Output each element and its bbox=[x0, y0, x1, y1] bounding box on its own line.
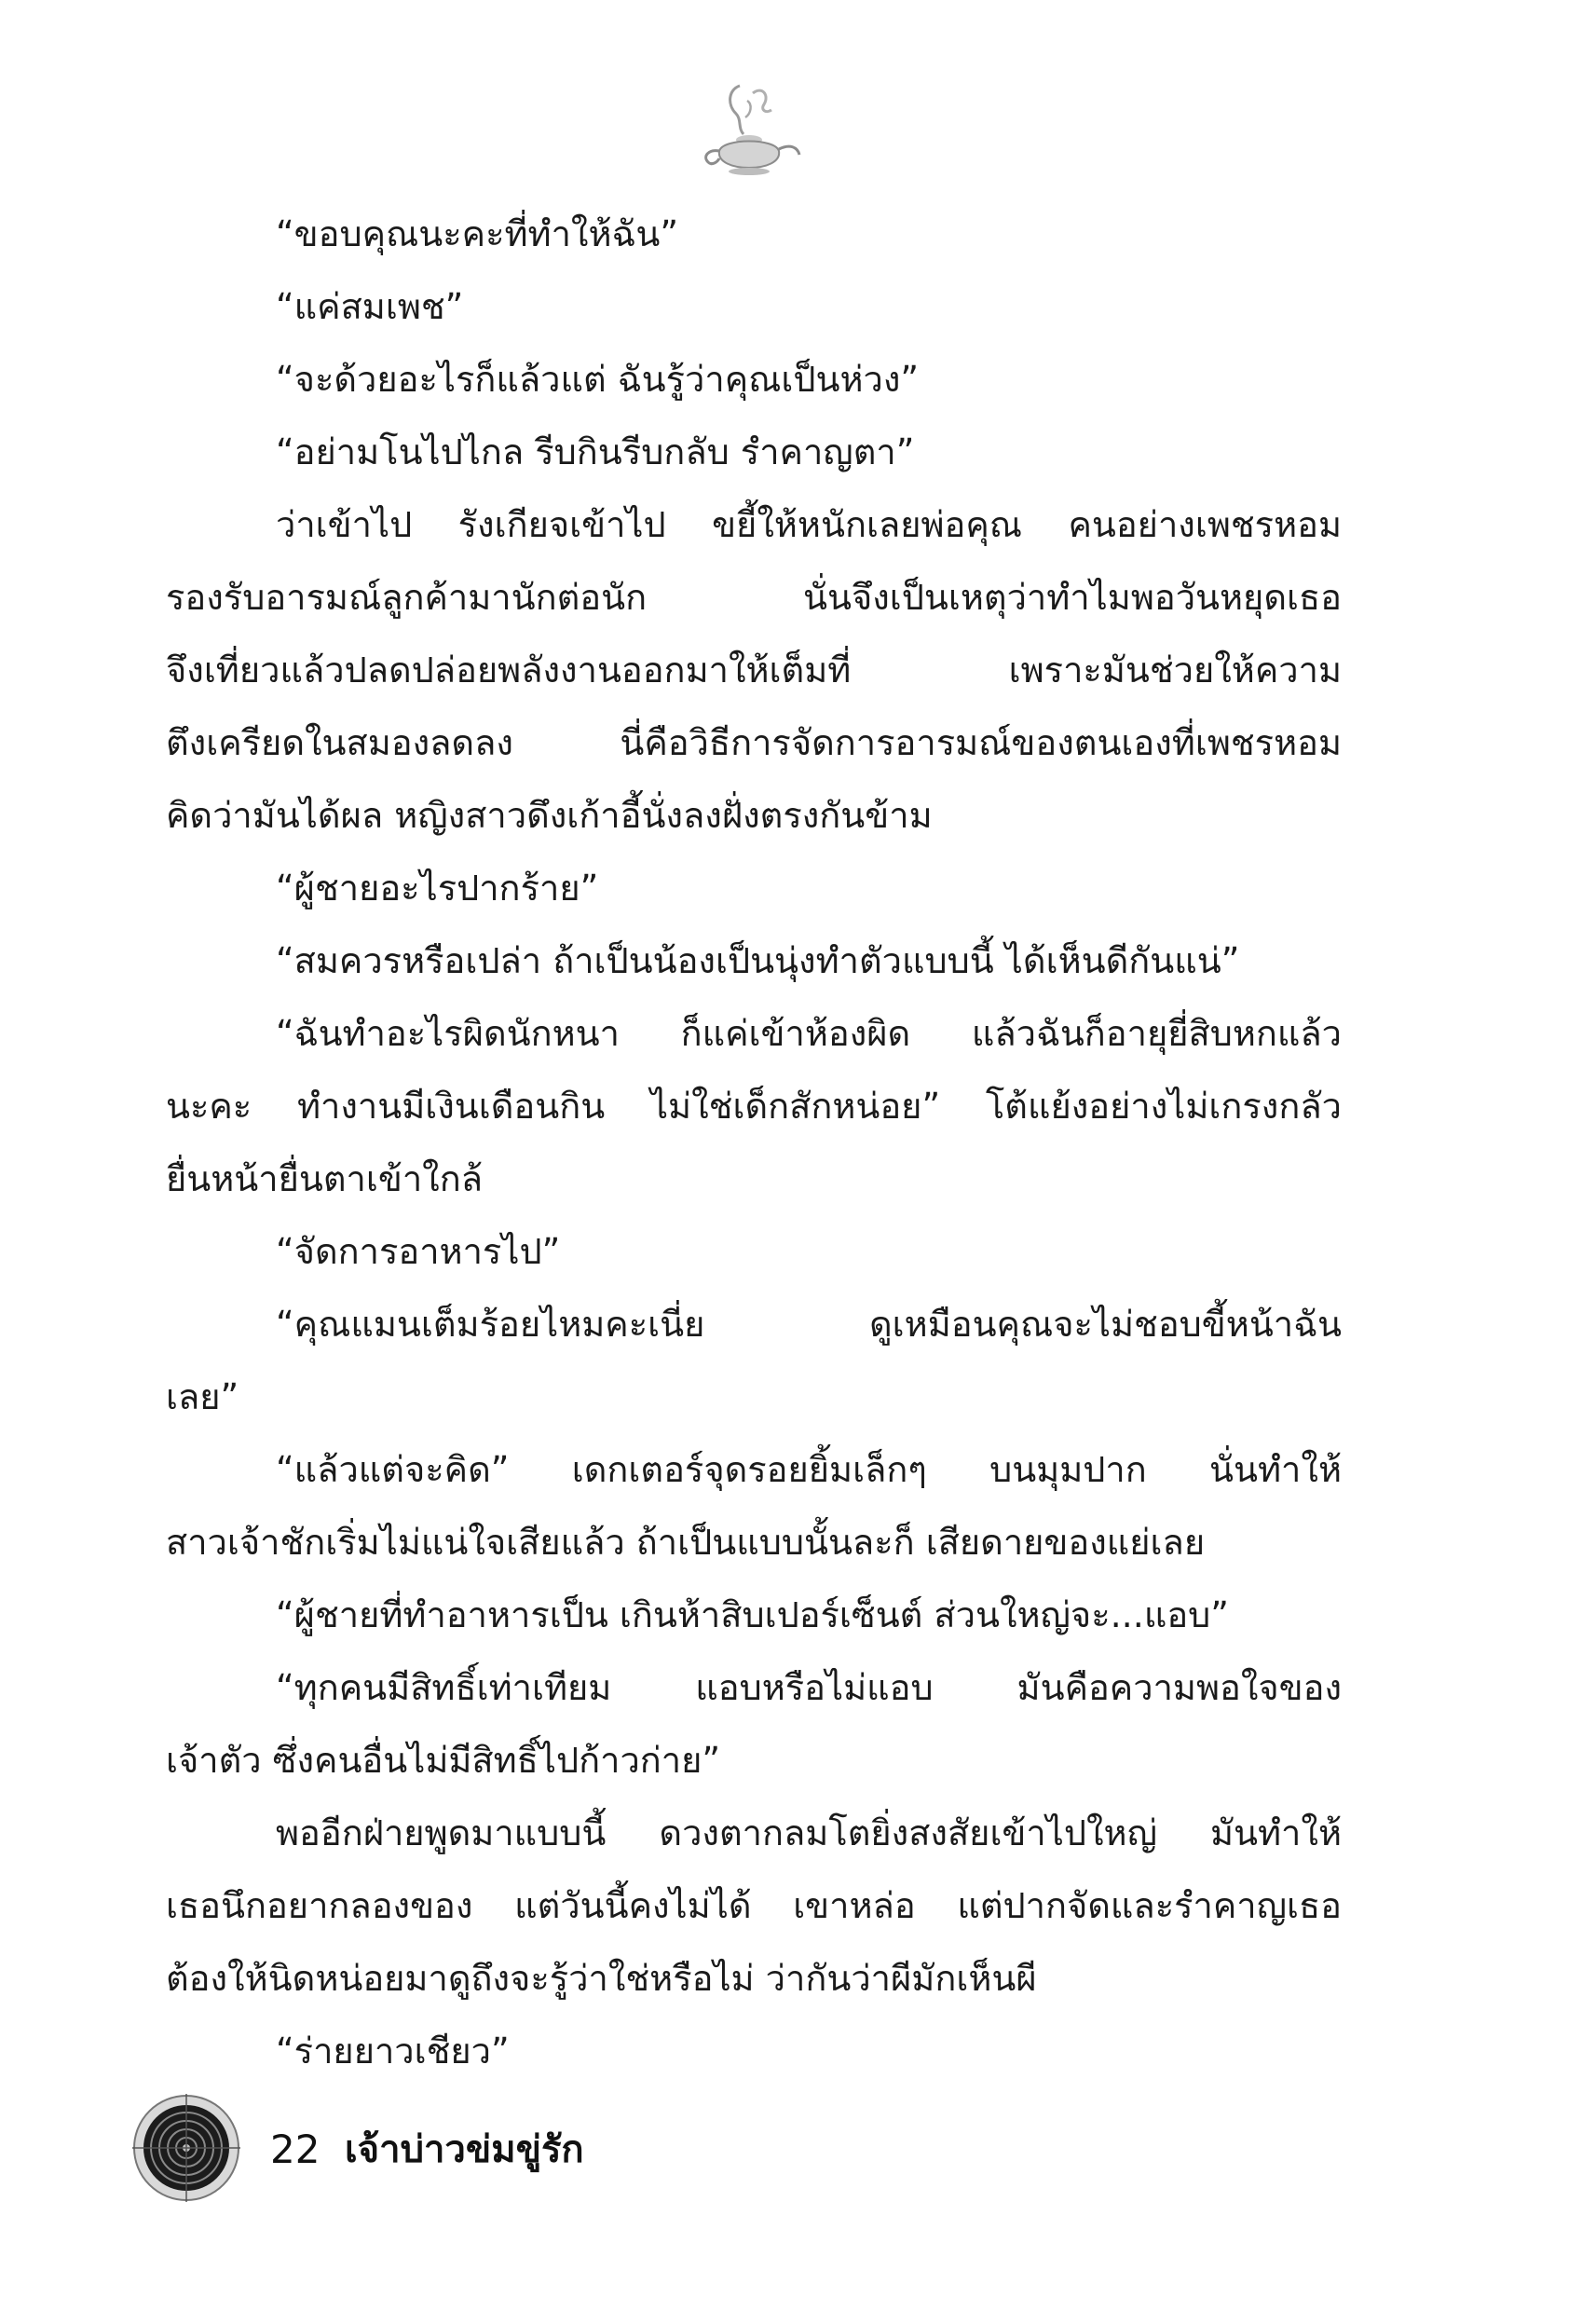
text-line: รองรับอารมณ์ลูกค้ามานักต่อนัก นั่นจึงเป็นเหตุว่าทำไมพอวันหยุดเธอ bbox=[166, 577, 1342, 618]
text-line: “คุณแมนเต็มร้อยไหมคะเนี่ย ดูเหมือนคุณจะไม่ชอบขี้หน้าฉัน bbox=[276, 1304, 1342, 1345]
text-line: “อย่ามโนไปไกล รีบกินรีบกลับ รำคาญตา” bbox=[276, 431, 915, 472]
text-line: สาวเจ้าชักเริ่มไม่แน่ใจเสียแล้ว ถ้าเป็นแบบนั้นละก็ เสียดายของแย่เลย bbox=[166, 1522, 1206, 1563]
text-line: ต้องให้นิดหน่อยมาดูถึงจะรู้ว่าใช่หรือไม่ ว่ากันว่าผีมักเห็นผี bbox=[166, 1958, 1037, 1999]
text-line: “จะด้วยอะไรก็แล้วแต่ ฉันรู้ว่าคุณเป็นห่วง” bbox=[276, 359, 920, 400]
target-icon bbox=[130, 2092, 242, 2204]
text-line: นะคะ ทำงานมีเงินเดือนกิน ไม่ใช่เด็กสักหน่อย” โต้แย้งอย่างไม่เกรงกลัว bbox=[166, 1086, 1342, 1127]
text-line: “ผู้ชายอะไรปากร้าย” bbox=[276, 868, 599, 909]
text-line: ยื่นหน้ายื่นตาเข้าใกล้ bbox=[166, 1158, 484, 1199]
text-line: เจ้าตัว ซึ่งคนอื่นไม่มีสิทธิ์ไปก้าวก่าย” bbox=[166, 1740, 721, 1781]
text-line: ตึงเครียดในสมองลดลง นี่คือวิธีการจัดการอารมณ์ของตนเองที่เพชรหอม bbox=[166, 722, 1342, 763]
text-line: “แค่สมเพช” bbox=[276, 286, 464, 327]
text-line: “ร่ายยาวเชียว” bbox=[276, 2031, 510, 2072]
text-line: คิดว่ามันได้ผล หญิงสาวดึงเก้าอี้นั่งลงฝั่งตรงกันข้าม bbox=[166, 795, 933, 836]
genie-lamp-icon bbox=[691, 76, 803, 179]
text-line: “ผู้ชายที่ทำอาหารเป็น เกินห้าสิบเปอร์เซ็นต์ ส่วนใหญ่จะ...แอบ” bbox=[276, 1594, 1229, 1635]
page-footer bbox=[130, 2092, 783, 2213]
text-line: “จัดการอาหารไป” bbox=[276, 1231, 561, 1272]
body-text bbox=[166, 198, 1342, 2087]
text-line: เลย” bbox=[166, 1376, 239, 1417]
text-line: “ฉันทำอะไรผิดนักหนา ก็แค่เข้าห้องผิด แล้วฉันก็อายุยี่สิบหกแล้ว bbox=[276, 1013, 1342, 1054]
text-line: “ทุกคนมีสิทธิ์เท่าเทียม แอบหรือไม่แอบ มันคือความพอใจของ bbox=[276, 1667, 1342, 1708]
book-title: เจ้าบ่าวข่มขู่รัก bbox=[345, 2128, 584, 2171]
page-number: 22 bbox=[270, 2126, 321, 2172]
text-line: เธอนึกอยากลองของ แต่วันนี้คงไม่ได้ เขาหล่อ แต่ปากจัดและรำคาญเธอ bbox=[166, 1885, 1342, 1926]
text-line: จึงเที่ยวแล้วปลดปล่อยพลังงานออกมาให้เต็มที่ เพราะมันช่วยให้ความ bbox=[166, 650, 1342, 691]
text-line: “ขอบคุณนะคะที่ทำให้ฉัน” bbox=[276, 213, 679, 254]
text-line: ว่าเข้าไป รังเกียจเข้าไป ขยี้ให้หนักเลยพ่อคุณ คนอย่างเพชรหอม bbox=[276, 504, 1342, 545]
text-line: พออีกฝ่ายพูดมาแบบนี้ ดวงตากลมโตยิ่งสงสัยเข้าไปใหญ่ มันทำให้ bbox=[276, 1812, 1342, 1853]
text-line: “แล้วแต่จะคิด” เดกเตอร์จุดรอยยิ้มเล็กๆ บนมุมปาก นั่นทำให้ bbox=[276, 1449, 1342, 1490]
text-line: “สมควรหรือเปล่า ถ้าเป็นน้องเป็นนุ่งทำตัวแบบนี้ ได้เห็นดีกันแน่” bbox=[276, 940, 1240, 981]
